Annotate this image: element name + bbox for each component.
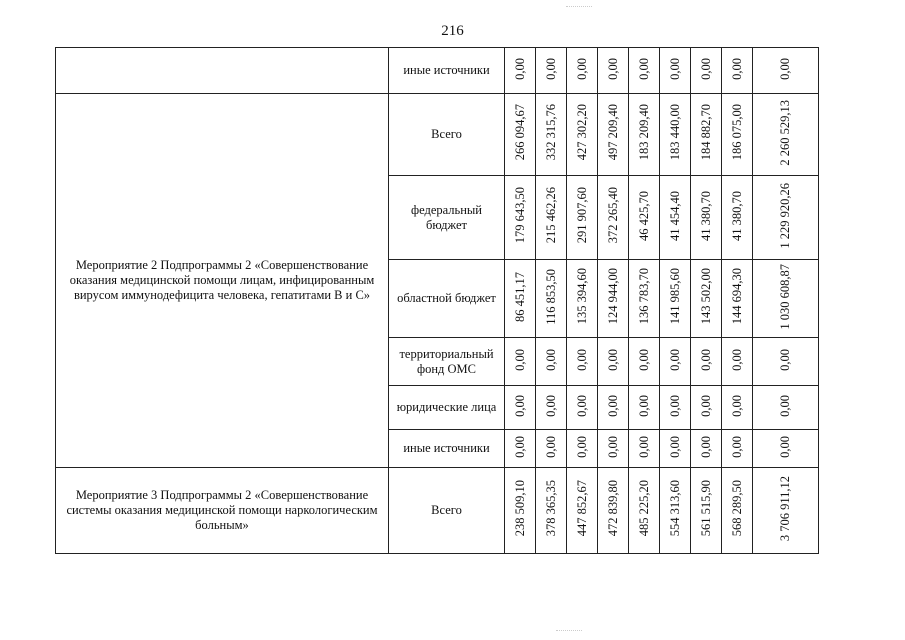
year-value-cell <box>629 430 660 468</box>
funding-source-cell: Всего <box>389 468 505 554</box>
value-text: 485 225,20 <box>636 480 651 537</box>
year-value-cell <box>660 48 691 94</box>
funding-source-cell: Всего <box>389 94 505 176</box>
value-text: 266 094,67 <box>512 104 527 161</box>
funding-source-cell: областной бюджет <box>389 260 505 338</box>
total-value-cell <box>753 260 819 338</box>
value-text: 0,00 <box>729 348 744 371</box>
value-text: 0,00 <box>605 348 620 371</box>
total-value-cell <box>753 468 819 554</box>
funding-source-cell: территориальный фонд ОМС <box>389 338 505 386</box>
value-text: 179 643,50 <box>512 187 527 244</box>
year-value-cell <box>691 430 722 468</box>
year-value-cell <box>691 260 722 338</box>
year-value-cell <box>567 430 598 468</box>
year-value-cell <box>691 386 722 430</box>
funding-source-cell: иные источники <box>389 430 505 468</box>
value-text: 0,00 <box>778 57 792 80</box>
year-value-cell <box>536 260 567 338</box>
value-text: 124 944,00 <box>605 268 620 325</box>
value-text: 0,00 <box>778 348 792 371</box>
year-value-cell <box>567 386 598 430</box>
value-text: 0,00 <box>605 435 620 458</box>
value-text: 0,00 <box>667 394 682 417</box>
value-text: 183 209,40 <box>636 104 651 161</box>
year-value-cell <box>505 430 536 468</box>
table-row <box>56 94 819 176</box>
year-value-cell <box>536 386 567 430</box>
value-text: 427 302,20 <box>574 104 589 161</box>
total-value-cell <box>753 386 819 430</box>
year-value-cell <box>722 468 753 554</box>
year-value-cell <box>536 176 567 260</box>
year-value-cell <box>505 176 536 260</box>
value-text: 0,00 <box>543 57 558 80</box>
value-text: 46 425,70 <box>636 190 651 241</box>
value-text: 3 706 911,12 <box>778 475 792 542</box>
value-text: 472 839,80 <box>605 480 620 537</box>
value-text: 497 209,40 <box>605 104 620 161</box>
value-text: 0,00 <box>605 57 620 80</box>
value-text: 141 985,60 <box>667 268 682 325</box>
value-text: 0,00 <box>512 435 527 458</box>
value-text: 0,00 <box>729 435 744 458</box>
year-value-cell <box>598 386 629 430</box>
year-value-cell <box>722 430 753 468</box>
event-name-cell: Мероприятие 2 Подпрограммы 2 «Совершенствование оказания медицинской помощи лицам, инфицированным вирусом иммунодефицита человека, гепатитами В и С» <box>56 94 389 468</box>
year-value-cell <box>691 94 722 176</box>
total-value-cell <box>753 94 819 176</box>
funding-source-cell: юридические лица <box>389 386 505 430</box>
year-value-cell <box>598 338 629 386</box>
year-value-cell <box>505 94 536 176</box>
year-value-cell <box>629 338 660 386</box>
value-text: 0,00 <box>512 57 527 80</box>
value-text: 143 502,00 <box>698 268 713 325</box>
year-value-cell <box>660 176 691 260</box>
year-value-cell <box>629 468 660 554</box>
year-value-cell <box>567 468 598 554</box>
year-value-cell <box>598 94 629 176</box>
year-value-cell <box>505 468 536 554</box>
year-value-cell <box>598 430 629 468</box>
event-name-cell: Мероприятие 3 Подпрограммы 2 «Совершенствование системы оказания медицинской помощи наркологическим больным» <box>56 468 389 554</box>
value-text: 116 853,50 <box>543 268 558 325</box>
value-text: 0,00 <box>698 348 713 371</box>
year-value-cell <box>505 338 536 386</box>
year-value-cell <box>598 48 629 94</box>
year-value-cell <box>567 338 598 386</box>
year-value-cell <box>691 48 722 94</box>
funding-source-cell: федеральный бюджет <box>389 176 505 260</box>
value-text: 0,00 <box>605 394 620 417</box>
financing-table <box>55 47 819 554</box>
year-value-cell <box>598 260 629 338</box>
value-text: 0,00 <box>729 57 744 80</box>
value-text: 0,00 <box>778 435 792 458</box>
value-text: 554 313,60 <box>667 480 682 537</box>
year-value-cell <box>691 176 722 260</box>
value-text: 561 515,90 <box>698 480 713 537</box>
value-text: 136 783,70 <box>636 268 651 325</box>
value-text: 378 365,35 <box>543 480 558 537</box>
value-text: 215 462,26 <box>543 187 558 244</box>
year-value-cell <box>536 94 567 176</box>
value-text: 0,00 <box>636 435 651 458</box>
value-text: 0,00 <box>543 435 558 458</box>
year-value-cell <box>598 468 629 554</box>
year-value-cell <box>567 48 598 94</box>
year-value-cell <box>505 386 536 430</box>
value-text: 0,00 <box>512 348 527 371</box>
value-text: 0,00 <box>729 394 744 417</box>
total-value-cell <box>753 430 819 468</box>
year-value-cell <box>505 260 536 338</box>
value-text: 0,00 <box>636 57 651 80</box>
value-text: 291 907,60 <box>574 187 589 244</box>
value-text: 41 454,40 <box>667 190 682 241</box>
value-text: 0,00 <box>543 348 558 371</box>
value-text: 144 694,30 <box>729 268 744 325</box>
value-text: 0,00 <box>543 394 558 417</box>
value-text: 0,00 <box>698 435 713 458</box>
value-text: 2 260 529,13 <box>778 99 792 166</box>
year-value-cell <box>567 94 598 176</box>
year-value-cell <box>691 338 722 386</box>
value-text: 0,00 <box>698 394 713 417</box>
year-value-cell <box>567 176 598 260</box>
year-value-cell <box>660 468 691 554</box>
value-text: 186 075,00 <box>729 104 744 161</box>
year-value-cell <box>536 468 567 554</box>
table-row <box>56 468 819 554</box>
year-value-cell <box>629 94 660 176</box>
value-text: 0,00 <box>698 57 713 80</box>
year-value-cell <box>722 48 753 94</box>
year-value-cell <box>660 386 691 430</box>
value-text: 372 265,40 <box>605 187 620 244</box>
value-text: 0,00 <box>778 394 792 417</box>
year-value-cell <box>722 260 753 338</box>
year-value-cell <box>629 48 660 94</box>
scan-artifact-bottom <box>556 630 582 637</box>
year-value-cell <box>536 430 567 468</box>
year-value-cell <box>691 468 722 554</box>
page-number: 216 <box>441 23 464 39</box>
value-text: 0,00 <box>574 57 589 80</box>
year-value-cell <box>505 48 536 94</box>
value-text: 0,00 <box>667 57 682 80</box>
value-text: 0,00 <box>667 435 682 458</box>
year-value-cell <box>536 338 567 386</box>
value-text: 1 030 608,87 <box>778 263 792 330</box>
year-value-cell <box>660 338 691 386</box>
year-value-cell <box>660 430 691 468</box>
value-text: 183 440,00 <box>667 104 682 161</box>
value-text: 0,00 <box>667 348 682 371</box>
value-text: 0,00 <box>574 435 589 458</box>
year-value-cell <box>722 386 753 430</box>
value-text: 135 394,60 <box>574 268 589 325</box>
year-value-cell <box>722 176 753 260</box>
value-text: 41 380,70 <box>729 190 744 241</box>
value-text: 0,00 <box>636 394 651 417</box>
value-text: 332 315,76 <box>543 104 558 161</box>
year-value-cell <box>598 176 629 260</box>
total-value-cell <box>753 176 819 260</box>
year-value-cell <box>722 94 753 176</box>
value-text: 0,00 <box>636 348 651 371</box>
event-cell-empty <box>56 48 389 94</box>
year-value-cell <box>629 176 660 260</box>
value-text: 184 882,70 <box>698 104 713 161</box>
table-row <box>56 48 819 94</box>
year-value-cell <box>660 260 691 338</box>
year-value-cell <box>536 48 567 94</box>
value-text: 0,00 <box>574 394 589 417</box>
year-value-cell <box>722 338 753 386</box>
value-text: 447 852,67 <box>574 480 589 537</box>
year-value-cell <box>660 94 691 176</box>
value-text: 0,00 <box>574 348 589 371</box>
year-value-cell <box>629 386 660 430</box>
total-value-cell <box>753 48 819 94</box>
value-text: 86 451,17 <box>512 271 527 322</box>
year-value-cell <box>567 260 598 338</box>
funding-source-cell: иные источники <box>389 48 505 94</box>
year-value-cell <box>629 260 660 338</box>
value-text: 0,00 <box>512 394 527 417</box>
value-text: 1 229 920,26 <box>778 182 792 249</box>
total-value-cell <box>753 338 819 386</box>
value-text: 41 380,70 <box>698 190 713 241</box>
scan-artifact-top <box>566 0 592 7</box>
value-text: 568 289,50 <box>729 480 744 537</box>
value-text: 238 509,10 <box>512 480 527 537</box>
